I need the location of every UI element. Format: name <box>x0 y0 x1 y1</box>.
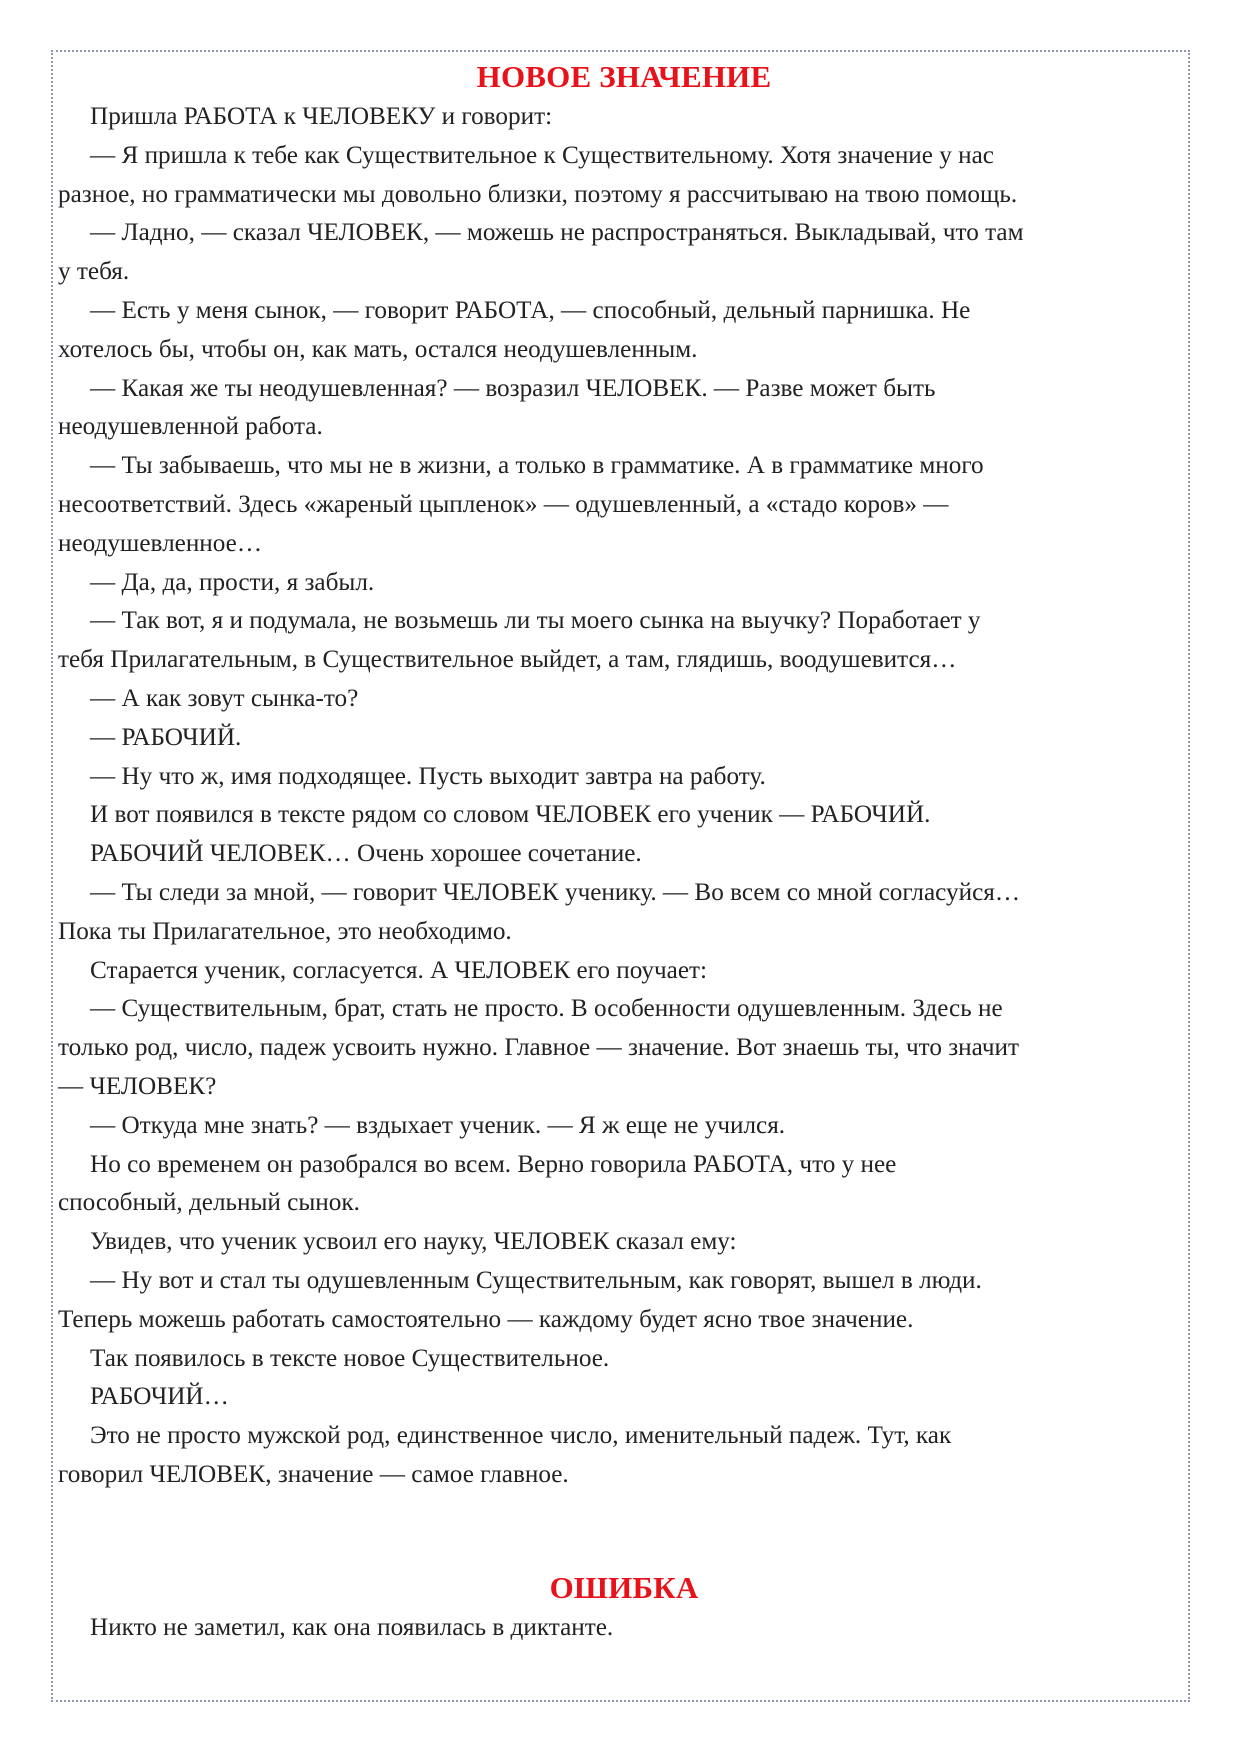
text-line: — Ты следи за мной, — говорит ЧЕЛОВЕК ученику. — Во всем со мной согласуйся… <box>90 878 1021 906</box>
text-line: способный, дельный сынок. <box>58 1189 360 1217</box>
text-line: — Так вот, я и подумала, не возьмешь ли ты моего сынка на выучку? Поработает у <box>90 607 981 635</box>
text-line: тебя Прилагательным, в Существительное выйдет, а там, глядишь, воодушевится… <box>58 646 957 674</box>
text-line: — Есть у меня сынок, — говорит РАБОТА, — способный, дельный парнишка. Не <box>90 296 971 324</box>
text-line: — Ну что ж, имя подходящее. Пусть выходит завтра на работу. <box>90 762 766 790</box>
text-line: — А как зовут сынка-то? <box>90 684 359 712</box>
text-line: — Ладно, — сказал ЧЕЛОВЕК, — можешь не распространяться. Выкладывай, что там <box>90 219 1024 247</box>
text-line: только род, число, падеж усвоить нужно. Главное — значение. Вот знаешь ты, что значит <box>58 1034 1019 1062</box>
text-line: — Да, да, прости, я забыл. <box>90 568 375 596</box>
text-line: — Откуда мне знать? — вздыхает ученик. — Я ж еще не учился. <box>90 1111 786 1139</box>
text-line: И вот появился в тексте рядом со словом ЧЕЛОВЕК его ученик — РАБОЧИЙ. <box>90 801 931 829</box>
text-line: говорил ЧЕЛОВЕК, значение — самое главное. <box>58 1460 569 1488</box>
text-line: Теперь можешь работать самостоятельно — каждому будет ясно твое значение. <box>58 1305 914 1333</box>
text-line: — Какая же ты неодушевленная? — возразил ЧЕЛОВЕК. — Разве может быть <box>90 374 936 402</box>
text-line: — Ты забываешь, что мы не в жизни, а только в грамматике. А в грамматике много <box>90 452 984 480</box>
text-line: — РАБОЧИЙ. <box>90 723 242 751</box>
text-line: разное, но грамматически мы довольно близки, поэтому я рассчитываю на твою помощь. <box>58 180 1018 208</box>
text-line: у тебя. <box>58 258 130 286</box>
text-line: хотелось бы, чтобы он, как мать, остался неодушевленным. <box>58 335 698 363</box>
story-title-mistake: ОШИБКА <box>549 1569 699 1605</box>
text-line: — Я пришла к тебе как Существительное к Существительному. Хотя значение у нас <box>90 141 994 169</box>
text-line: несоответствий. Здесь «жареный цыпленок» — одушевленный, а «стадо коров» — <box>58 490 949 518</box>
text-line: Никто не заметил, как она появилась в диктанте. <box>90 1613 614 1641</box>
page-content <box>58 56 1190 1647</box>
story-title-new-meaning: НОВОЕ ЗНАЧЕНИЕ <box>476 59 772 94</box>
text-line: Старается ученик, согласуется. А ЧЕЛОВЕК его поучает: <box>90 956 708 984</box>
text-line: Так появилось в тексте новое Существительное. <box>90 1344 610 1372</box>
story-body-new-meaning <box>58 98 1190 1495</box>
text-line: неодушевленной работа. <box>58 413 323 441</box>
text-line: РАБОЧИЙ… <box>90 1383 229 1411</box>
story-body-mistake <box>58 1609 1190 1648</box>
text-line: Это не просто мужской род, единственное число, именительный падеж. Тут, как <box>90 1422 952 1450</box>
text-line: неодушевленное… <box>58 529 263 557</box>
text-line: Увидев, что ученик усвоил его науку, ЧЕЛОВЕК сказал ему: <box>90 1228 737 1256</box>
text-line: Но со временем он разобрался во всем. Верно говорила РАБОТА, что у нее <box>90 1150 897 1178</box>
text-line: Пока ты Прилагательное, это необходимо. <box>58 917 512 945</box>
text-line: РАБОЧИЙ ЧЕЛОВЕК… Очень хорошее сочетание. <box>90 840 642 868</box>
text-line: — ЧЕЛОВЕК? <box>58 1072 217 1100</box>
text-line: — Существительным, брат, стать не просто. В особенности одушевленным. Здесь не <box>90 995 1003 1023</box>
text-line: Пришла РАБОТА к ЧЕЛОВЕКУ и говорит: <box>90 103 553 130</box>
text-line: — Ну вот и стал ты одушевленным Существительным, как говорят, вышел в люди. <box>90 1266 982 1294</box>
